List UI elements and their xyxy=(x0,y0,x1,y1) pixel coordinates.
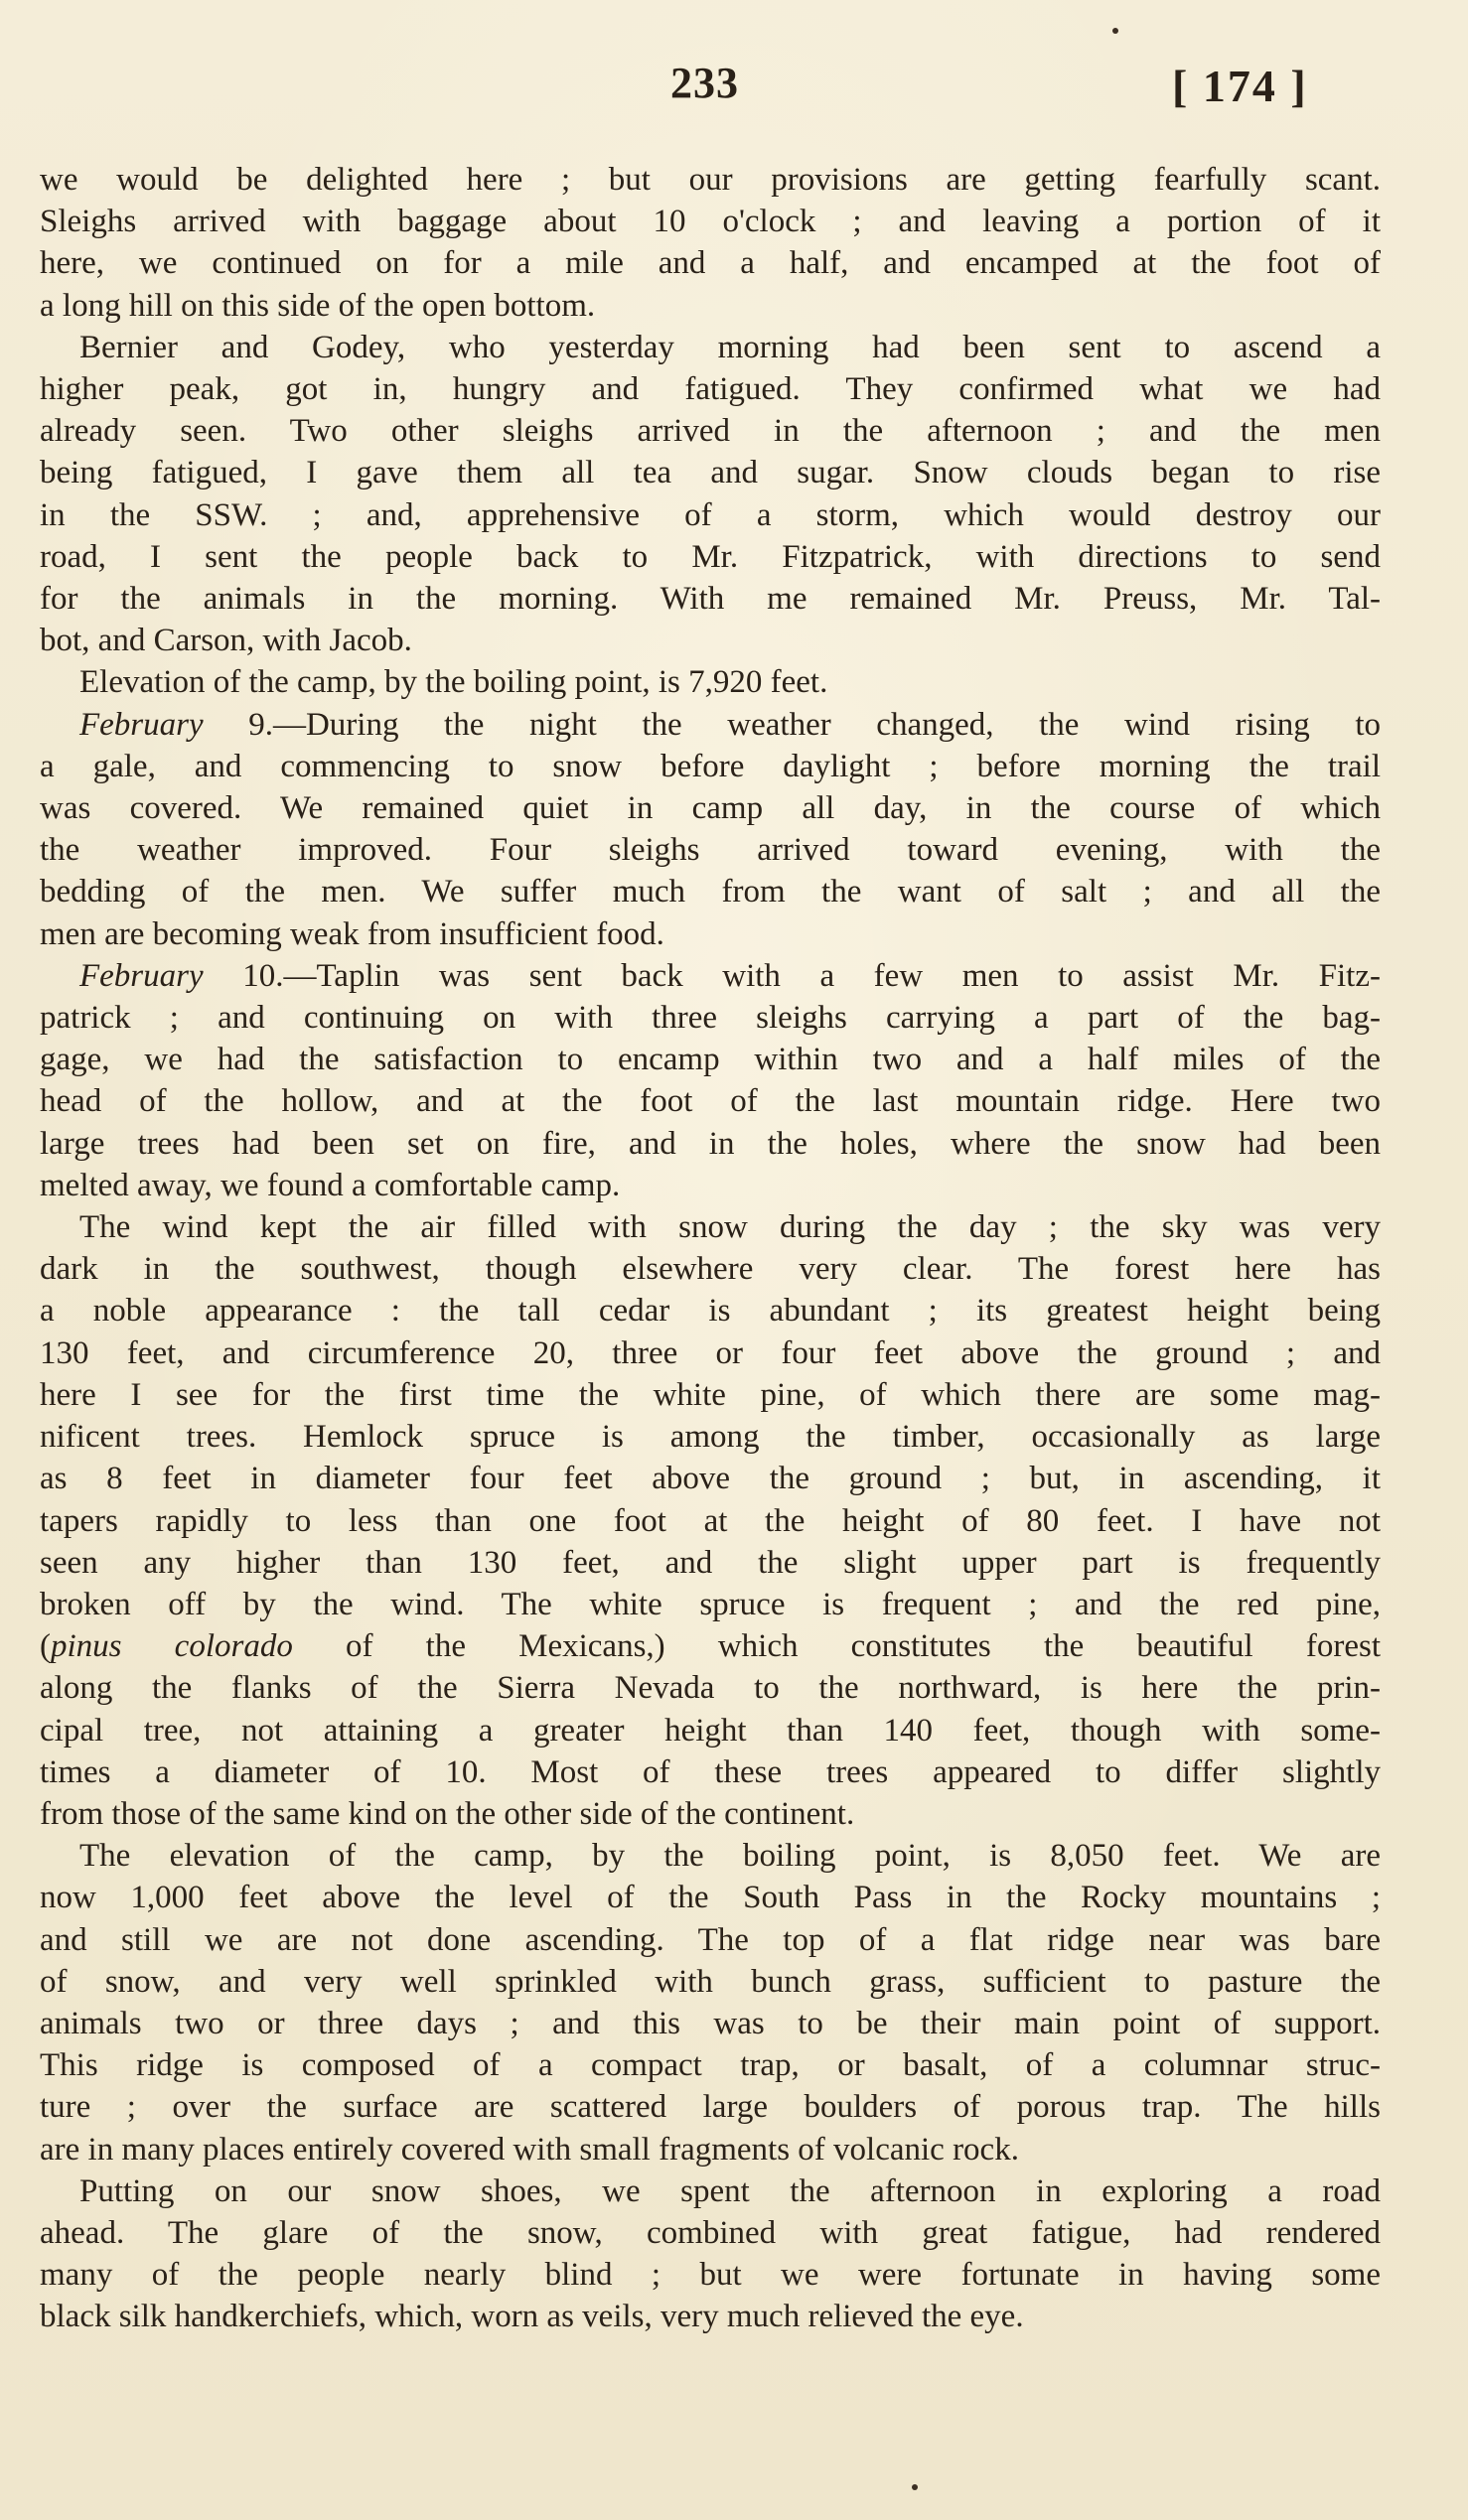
text-line: animals two or three days ; and this was to be their main point of support. xyxy=(40,2005,1381,2041)
text-line: (pinus colorado of the Mexicans,) which constitutes the beautiful forest xyxy=(40,1628,1381,1665)
text-line: in the SSW. ; and, apprehensive of a storm, which would destroy our xyxy=(40,496,1381,533)
text-line: head of the hollow, and at the foot of the last mountain ridge. Here two xyxy=(40,1083,1381,1120)
text-line: now 1,000 feet above the level of the South Pass in the Rocky mountains ; xyxy=(40,1880,1381,1916)
text-line: road, I sent the people back to Mr. Fitzpatrick, with directions to send xyxy=(40,538,1381,575)
text-line: higher peak, got in, hungry and fatigued. They confirmed what we had xyxy=(40,371,1381,408)
document-number: [ 174 ] xyxy=(1172,61,1308,111)
text-line: gage, we had the satisfaction to encamp within two and a half miles of the xyxy=(40,1042,1381,1078)
text-line: many of the people nearly blind ; but we were fortunate in having some xyxy=(40,2257,1381,2294)
text-line: was covered. We remained quiet in camp all day, in the course of which xyxy=(40,790,1381,827)
text-line: Sleighs arrived with baggage about 10 o'clock ; and leaving a portion of it xyxy=(40,204,1381,240)
text-line: and still we are not done ascending. The top of a flat ridge near was bare xyxy=(40,1921,1381,1958)
text-line: a noble appearance : the tall cedar is abundant ; its greatest height being xyxy=(40,1293,1381,1330)
ink-speck xyxy=(1112,28,1118,34)
text-line: seen any higher than 130 feet, and the slight upper part is frequently xyxy=(40,1544,1381,1581)
text-line: are in many places entirely covered with small fragments of volcanic rock. xyxy=(40,2131,1019,2168)
text-line: broken off by the wind. The white spruce is frequent ; and the red pine, xyxy=(40,1586,1381,1622)
text-line: we would be delighted here ; but our provisions are getting fearfully scant. xyxy=(40,162,1381,198)
text-line: as 8 feet in diameter four feet above the ground ; but, in ascending, it xyxy=(40,1461,1381,1497)
text-line: from those of the same kind on the other side of the continent. xyxy=(40,1795,855,1832)
text-line: ture ; over the surface are scattered large boulders of porous trap. The hills xyxy=(40,2089,1381,2126)
text-line: February 10.—Taplin was sent back with a few men to assist Mr. Fitz- xyxy=(79,957,1381,994)
text-line: bot, and Carson, with Jacob. xyxy=(40,623,412,659)
text-line: Bernier and Godey, who yesterday morning had been sent to ascend a xyxy=(79,329,1381,365)
text-line: Elevation of the camp, by the boiling point, is 7,920 feet. xyxy=(79,664,828,701)
text-line: a long hill on this side of the open bottom. xyxy=(40,287,596,324)
text-line: times a diameter of 10. Most of these trees appeared to differ slightly xyxy=(40,1753,1381,1790)
text-line: the weather improved. Four sleighs arrived toward evening, with the xyxy=(40,832,1381,869)
text-line: ahead. The glare of the snow, combined with great fatigue, had rendered xyxy=(40,2214,1381,2251)
text-line: bedding of the men. We suffer much from the want of salt ; and all the xyxy=(40,874,1381,910)
page-header xyxy=(0,58,1468,127)
text-line: being fatigued, I gave them all tea and sugar. Snow clouds began to rise xyxy=(40,455,1381,491)
ink-speck xyxy=(912,2484,918,2490)
body-text xyxy=(40,159,1381,2338)
text-line: men are becoming weak from insufficient food. xyxy=(40,915,664,952)
text-line: Putting on our snow shoes, we spent the afternoon in exploring a road xyxy=(79,2172,1381,2209)
text-line: already seen. Two other sleighs arrived in the afternoon ; and the men xyxy=(40,413,1381,450)
text-line: 130 feet, and circumference 20, three or four feet above the ground ; and xyxy=(40,1334,1381,1371)
text-line: The wind kept the air filled with snow during the day ; the sky was very xyxy=(79,1209,1381,1246)
text-line: cipal tree, not attaining a greater height than 140 feet, though with some- xyxy=(40,1712,1381,1749)
text-line: patrick ; and continuing on with three sleighs carrying a part of the bag- xyxy=(40,1000,1381,1037)
text-line: here I see for the first time the white pine, of which there are some mag- xyxy=(40,1376,1381,1413)
text-line: a gale, and commencing to snow before daylight ; before morning the trail xyxy=(40,748,1381,784)
text-line: of snow, and very well sprinkled with bunch grass, sufficient to pasture the xyxy=(40,1963,1381,2000)
text-line: melted away, we found a comfortable camp. xyxy=(40,1167,621,1203)
text-line: This ridge is composed of a compact trap, or basalt, of a columnar struc- xyxy=(40,2047,1381,2084)
text-line: dark in the southwest, though elsewhere very clear. The forest here has xyxy=(40,1251,1381,1288)
text-line: large trees had been set on fire, and in the holes, where the snow had been xyxy=(40,1125,1381,1162)
text-line: for the animals in the morning. With me remained Mr. Preuss, Mr. Tal- xyxy=(40,581,1381,618)
text-line: February 9.—During the night the weather changed, the wind rising to xyxy=(79,706,1381,743)
text-line: tapers rapidly to less than one foot at the height of 80 feet. I have not xyxy=(40,1502,1381,1539)
text-line: nificent trees. Hemlock spruce is among the timber, occasionally as large xyxy=(40,1419,1381,1456)
page-number: 233 xyxy=(670,59,739,107)
text-line: The elevation of the camp, by the boiling point, is 8,050 feet. We are xyxy=(79,1838,1381,1875)
text-line: along the flanks of the Sierra Nevada to the northward, is here the prin- xyxy=(40,1670,1381,1707)
text-line: here, we continued on for a mile and a half, and encamped at the foot of xyxy=(40,245,1381,282)
text-line: black silk handkerchiefs, which, worn as veils, very much relieved the eye. xyxy=(40,2299,1024,2335)
